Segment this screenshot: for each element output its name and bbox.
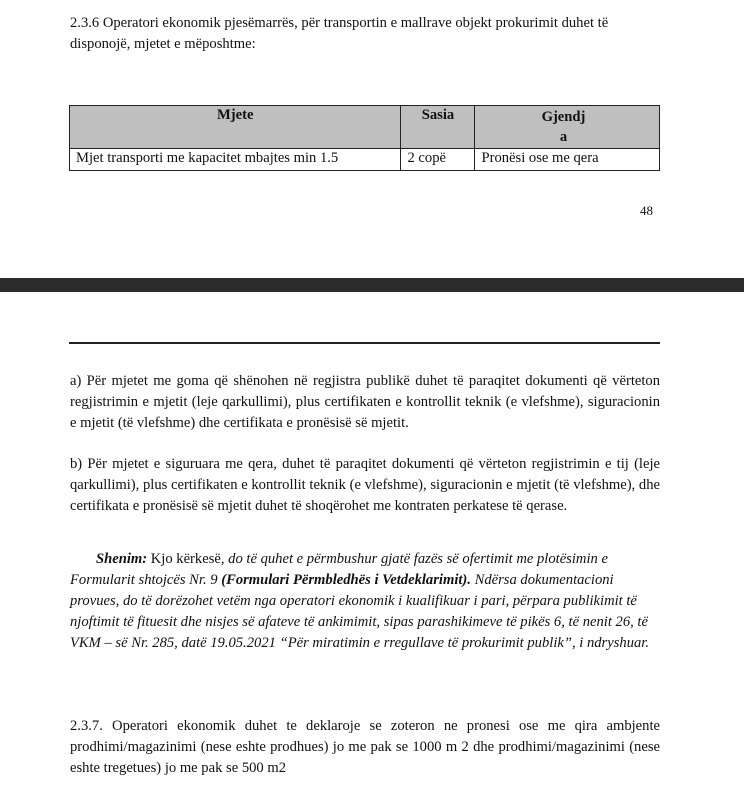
cell-mjete: Mjet transporti me kapacitet mbajtes min 1.5 xyxy=(70,149,401,171)
table-header-row xyxy=(70,106,660,149)
page-break-bar xyxy=(0,278,744,292)
paragraph-a: a) Për mjetet me goma që shënohen në regjistra publikë duhet të paraqitet dokumenti që vërteton regjistrimin e mjetit (leje qarkullimi), plus certifikaten e kontrollit teknik (e vlefshme), siguracionin e mjetit (të vlefshme) dhe certifikata e pronësisë së mjetit. xyxy=(70,373,660,431)
note-form-name: (Formulari Përmbledhës i Vetdeklarimit). xyxy=(221,572,471,588)
header-sasia: Sasia xyxy=(401,106,475,149)
note-text-part2: Ndërsa dokumentacioni provues, do të dorëzohet vetëm nga operatori ekonomik i kualifikuar i pari, përpara publikimit të njoftimit të fituesit dhe nisjes së afateve të ankimimit, sipas parashikimeve të pikës 6, të nenit 26, të VKM – së Nr. 285, datë 19.05.2021 “Për miratimin e rregullave të prokurimit publik”, i ndryshuar. xyxy=(70,572,649,651)
note-paragraph xyxy=(70,549,660,654)
header-gjendja xyxy=(475,106,660,149)
page-number: 48 xyxy=(640,203,653,218)
cell-gjendja: Pronësi ose me qera xyxy=(475,149,660,171)
header-mjete: Mjete xyxy=(70,106,401,149)
header-gjendja-part2: a xyxy=(559,129,568,145)
horizontal-rule xyxy=(69,342,660,344)
section-2-3-7-paragraph: 2.3.7. Operatori ekonomik duhet te deklaroje se zoteron ne pronesi ose me qira ambjente prodhimi/magazinimi (nese eshte prodhues) jo me pak se 1000 m 2 dhe prodhimi/magazinimi (nese eshte tregetues) jo me pak se 500 m2 xyxy=(70,718,660,776)
note-label: Shenim: xyxy=(96,551,148,567)
section-2-3-6-heading: 2.3.6 Operatori ekonomik pjesëmarrës, për transportin e mallrave objekt prokurimit duhet të disponojë, mjetet e mëposhtme: xyxy=(70,15,609,52)
note-upright-text: Kjo kërkesë, xyxy=(147,551,225,567)
note-text-part1: do të quhet e përmbushur gjatë fazës së ofertimit me plotësimin e Formularit shtojcës Nr. 9 xyxy=(70,551,608,588)
paragraph-b: b) Për mjetet e siguruara me qera, duhet të paraqitet dokumenti që vërteton regjistrimin e tij (leje qarkullimi), plus certifikaten e kontrollit teknik (e vlefshme), siguracionin e mjetit (të vlefshme), dhe certifikata e pronësisë së mjetit duhet të shoqërohet me kontraten perkatese të qerase. xyxy=(70,456,660,514)
equipment-table xyxy=(69,105,660,171)
header-gjendja-part1: Gjendj xyxy=(541,109,586,125)
cell-sasia: 2 copë xyxy=(401,149,475,171)
table-row xyxy=(70,149,660,171)
